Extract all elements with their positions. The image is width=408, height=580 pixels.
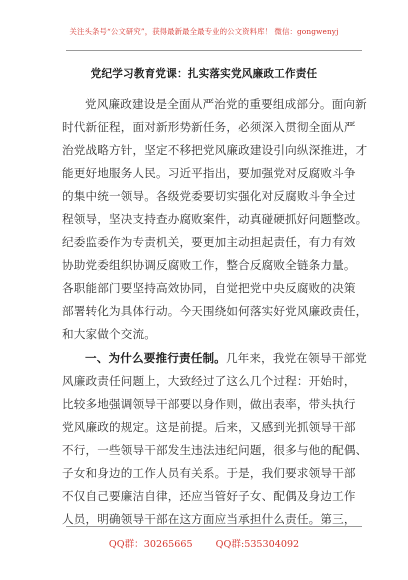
footer [0, 536, 408, 550]
paragraph-line: 不仅自己要廉洁自律，还应当管好子女、配偶及身边工作 [62, 489, 356, 503]
section-text: 几年来，我党在领导干部党 [225, 351, 367, 365]
footer-qq-group-2: QQ群:535304092 [215, 539, 300, 550]
paragraph-line: 比较多地强调领导干部要以身作则，做出表率，带头执行 [62, 397, 356, 411]
paragraph-line: 能更好地服务人民。习近平指出，要加强党对反腐败斗争 [62, 166, 356, 180]
paragraph-line: 时代新征程，面对新形势新任务，必须深入贯彻全面从严 [62, 120, 356, 134]
paragraph-line: 程领导，坚决支持查办腐败案件，动真碰硬抓好问题整改。 [62, 212, 368, 226]
header-banner: 关注头条号“公文研究”，获得最新最全最专业的公文资料库！ 微信：gongwenyj [69, 27, 339, 36]
header-divider [66, 50, 362, 51]
paragraph-line: 党风廉政建设是全面从严治党的重要组成部分。面向新 [85, 97, 367, 111]
paragraph-line: 治党战略方针，坚定不移把党风廉政建设引向纵深推进，才 [62, 143, 368, 157]
paragraph-line: 纪委监委作为专责机关，要更加主动担起责任，有力有效 [62, 235, 356, 249]
paragraph-line: 协助党委组织协调反腐败工作，整合反腐败全链条力量。 [62, 258, 356, 272]
paragraph-line: 党风廉政的规定。这是前提。后来，又感到光抓领导干部 [62, 420, 356, 434]
paragraph-line: 的集中统一领导。各级党委要切实强化对反腐败斗争全过 [62, 189, 356, 203]
paragraph-line: 各职能部门要坚持高效协同，自觉把党中央反腐败的决策 [62, 281, 356, 295]
section-heading-line [85, 350, 367, 366]
paragraph-line: 人员，明确领导干部在这方面应当承担什么责任。第三， [62, 512, 356, 526]
footer-divider [66, 526, 362, 527]
paragraph-line: 和大家做个交流。 [62, 327, 156, 341]
paragraph-line: 部署转化为具体行动。今天围绕如何落实好党风廉政责任， [62, 304, 368, 318]
footer-qq-group-1: QQ群：30265665 [108, 539, 193, 550]
document-title: 党纪学习教育党课：扎实落实党风廉政工作责任 [90, 68, 318, 80]
paragraph-line: 风廉政责任问题上，大致经过了这么几个过程：开始时， [62, 374, 356, 388]
paragraph-line: 不行，一些领导干部发生违法违纪问题，很多与他的配偶、 [62, 443, 368, 457]
section-heading: 一、为什么要推行责任制。 [85, 351, 226, 365]
paragraph-line: 子女和身边的工作人员有关系。于是，我们要求领导干部 [62, 466, 356, 480]
